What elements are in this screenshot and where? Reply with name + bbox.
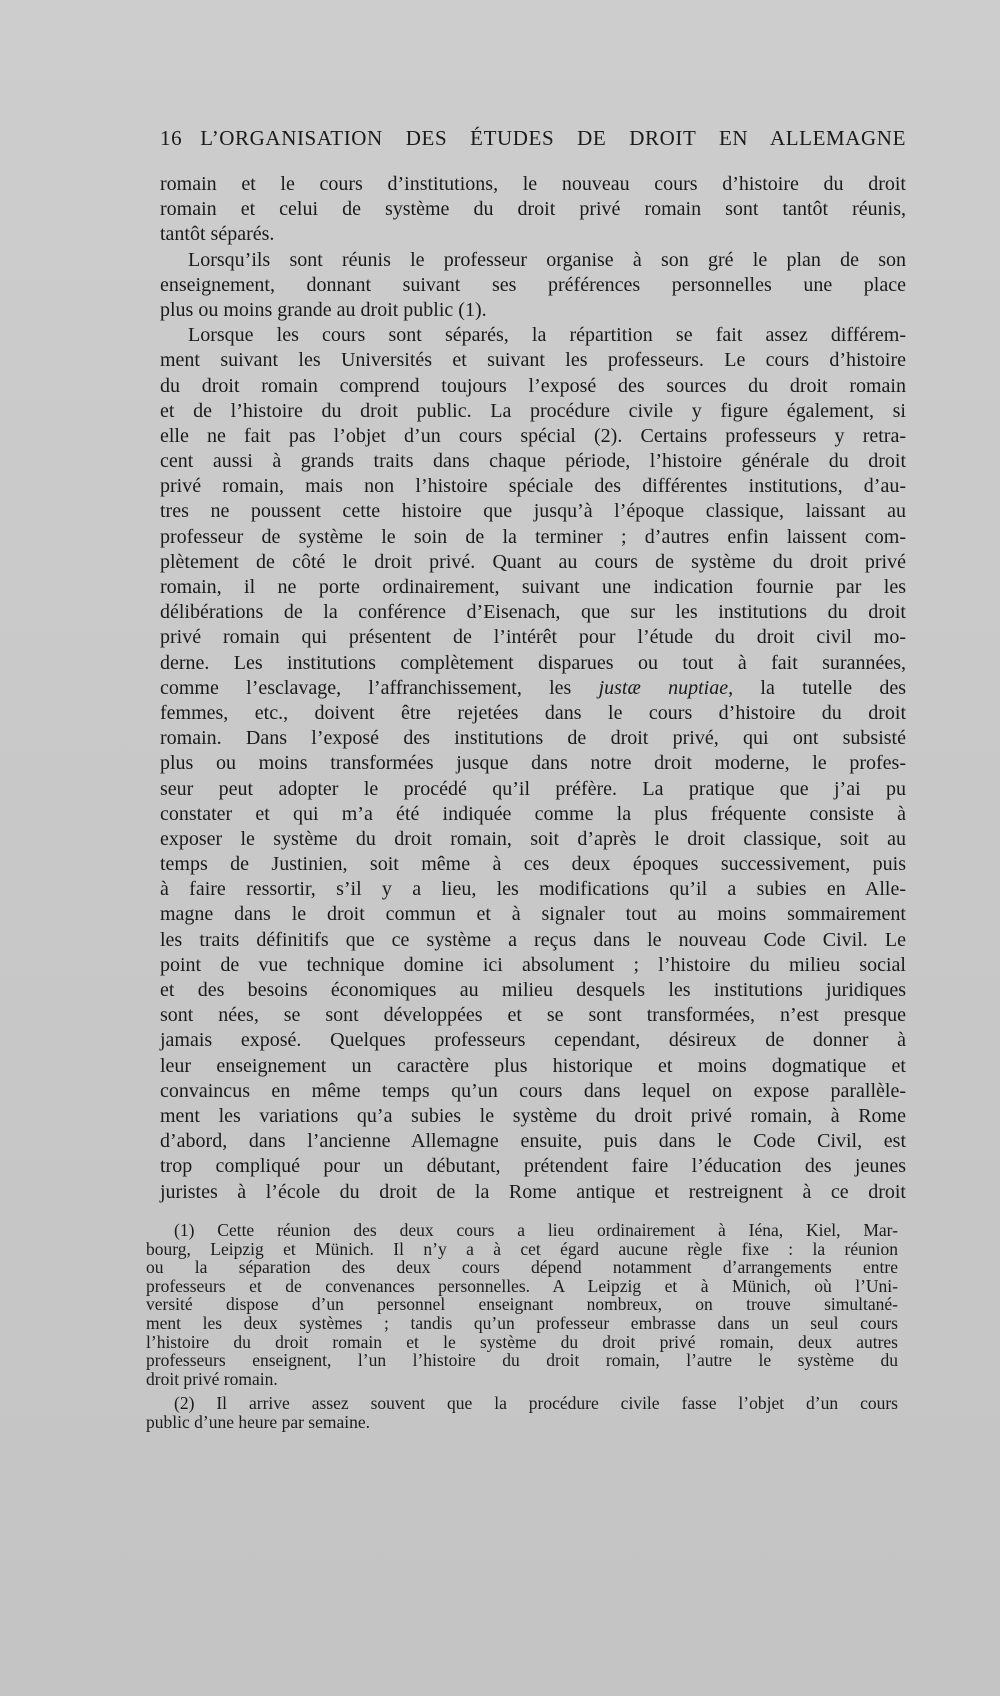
body-line: Lorsqu’ils sont réunis le professeur organise à son gré le plan de son bbox=[188, 248, 906, 271]
body-line: convaincus en même temps qu’un cours dans lequel on expose parallèle- bbox=[160, 1079, 906, 1102]
body-line: trop compliqué pour un débutant, prétendent faire l’éducation des jeunes bbox=[160, 1155, 906, 1178]
body-line: plus ou moins grande au droit public (1). bbox=[160, 298, 487, 321]
body-line: temps de Justinien, soit même à ces deux époques successivement, puis bbox=[160, 853, 906, 876]
body-line: et des besoins économiques au milieu desquels les institutions juridiques bbox=[160, 979, 906, 1001]
footnote-line: droit privé romain. bbox=[146, 1368, 278, 1389]
body-line-with-italic bbox=[160, 676, 906, 701]
body-line: professeur de système le soin de la terminer ; d’autres enfin laissent com- bbox=[160, 525, 906, 548]
body-line: tres ne poussent cette histoire que jusqu’à l’époque classique, laissant au bbox=[160, 500, 906, 523]
body-line: plus ou moins transformées jusque dans notre droit moderne, le profes- bbox=[160, 752, 906, 775]
footnote-line: public d’une heure par semaine. bbox=[146, 1411, 371, 1432]
body-line: seur peut adopter le procédé qu’il préfère. La pratique que j’ai pu bbox=[160, 777, 906, 800]
latin-term: justæ nuptiae, bbox=[598, 676, 734, 699]
body-text bbox=[160, 172, 906, 1205]
body-line: les traits définitifs que ce système a reçus dans le nouveau Code Civil. Le bbox=[160, 928, 906, 951]
body-line: romain et celui de système du droit privé romain sont tantôt réunis, bbox=[160, 198, 906, 221]
body-line: ment les variations qu’a subies le système du droit privé romain, à Rome bbox=[160, 1104, 906, 1127]
page-number: 16 bbox=[160, 126, 183, 150]
body-line: à faire ressortir, s’il y a lieu, les modifications qu’il a subies en Alle- bbox=[160, 878, 906, 901]
body-line: tantôt séparés. bbox=[160, 223, 275, 246]
body-line: romain, il ne porte ordinairement, suivant une indication fournie par les bbox=[160, 576, 906, 598]
footnote-line: ou la séparation des deux cours dépend notamment d’arrangements entre bbox=[146, 1257, 898, 1278]
footnote-line: bourg, Leipzig et Münich. Il n’y a à cet égard aucune règle fixe : la réunion bbox=[146, 1238, 898, 1259]
body-line: Lorsque les cours sont séparés, la répartition se fait assez différem- bbox=[188, 324, 906, 347]
body-line: d’abord, dans l’ancienne Allemagne ensuite, puis dans le Code Civil, est bbox=[160, 1130, 906, 1153]
body-line: point de vue technique domine ici absolument ; l’histoire du milieu social bbox=[160, 953, 906, 976]
body-line: magne dans le droit commun et à signaler tout au moins sommairement bbox=[160, 903, 906, 926]
footnote-line: professeurs et de convenances personnelles. A Leipzig et à Münich, où l’Uni- bbox=[146, 1275, 898, 1296]
footnote-1 bbox=[146, 1221, 898, 1388]
body-line: jamais exposé. Quelques professeurs cependant, désireux de donner à bbox=[160, 1029, 906, 1052]
body-line: derne. Les institutions complètement disparues ou tout à fait surannées, bbox=[160, 651, 906, 674]
body-line: enseignement, donnant suivant ses préférences personnelles une place bbox=[160, 273, 906, 296]
body-line: ment suivant les Universités et suivant les professeurs. Le cours d’histoire bbox=[160, 349, 906, 372]
footnote-line: versité dispose d’un personnel enseignant nombreux, on trouve simultané- bbox=[146, 1294, 898, 1315]
body-line: elle ne fait pas l’objet d’un cours spécial (2). Certains professeurs y retra- bbox=[160, 424, 906, 447]
body-line: constater et qui m’a été indiquée comme la plus fréquente consiste à bbox=[160, 802, 906, 825]
footnote-line: l’histoire du droit romain et le système du droit privé romain, deux autres bbox=[146, 1331, 898, 1352]
body-line-end: la tutelle des bbox=[760, 676, 907, 699]
running-head bbox=[160, 126, 906, 151]
footnote-line: (1) Cette réunion des deux cours a lieu ordinairement à Iéna, Kiel, Mar- bbox=[174, 1220, 898, 1240]
body-line: femmes, etc., doivent être rejetées dans le cours d’histoire du droit bbox=[160, 701, 906, 724]
body-line: plètement de côté le droit privé. Quant au cours de système du droit privé bbox=[160, 550, 906, 573]
footnotes bbox=[146, 1221, 898, 1432]
body-line: privé romain, mais non l’histoire spéciale des différentes institutions, d’au- bbox=[160, 475, 906, 498]
body-line: et de l’histoire du droit public. La procédure civile y figure également, si bbox=[160, 399, 906, 422]
body-line: sont nées, se sont développées et se sont transformées, n’est presque bbox=[160, 1004, 906, 1027]
body-line: cent aussi à grands traits dans chaque période, l’histoire générale du droit bbox=[160, 450, 906, 473]
body-line: romain. Dans l’exposé des institutions de droit privé, qui ont subsisté bbox=[160, 727, 906, 750]
body-line-start: comme l’esclavage, l’affranchissement, les bbox=[160, 676, 572, 699]
footnote-line: ment les deux systèmes ; tandis qu’un professeur embrasse dans un seul cours bbox=[146, 1312, 898, 1333]
body-line: du droit romain comprend toujours l’exposé des sources du droit romain bbox=[160, 374, 906, 397]
body-line: privé romain qui présentent de l’intérêt pour l’étude du droit civil mo- bbox=[160, 626, 906, 649]
running-head-title: L’ORGANISATION DES ÉTUDES DE DROIT EN ALLEMAGNE bbox=[200, 126, 906, 150]
body-line: exposer le système du droit romain, soit d’après le droit classique, soit au bbox=[160, 827, 906, 850]
footnote-line: (2) Il arrive assez souvent que la procédure civile fasse l’objet d’un cours bbox=[174, 1393, 898, 1414]
footnote-2 bbox=[146, 1394, 898, 1431]
body-line: leur enseignement un caractère plus historique et moins dogmatique et bbox=[160, 1054, 906, 1077]
body-line: romain et le cours d’institutions, le nouveau cours d’histoire du droit bbox=[160, 173, 906, 195]
body-line: délibérations de la conférence d’Eisenach, que sur les institutions du droit bbox=[160, 601, 906, 624]
body-line: juristes à l’école du droit de la Rome antique et restreignent à ce droit bbox=[160, 1180, 906, 1203]
footnote-line: professeurs enseignent, l’un l’histoire du droit romain, l’autre le système du bbox=[146, 1350, 898, 1371]
